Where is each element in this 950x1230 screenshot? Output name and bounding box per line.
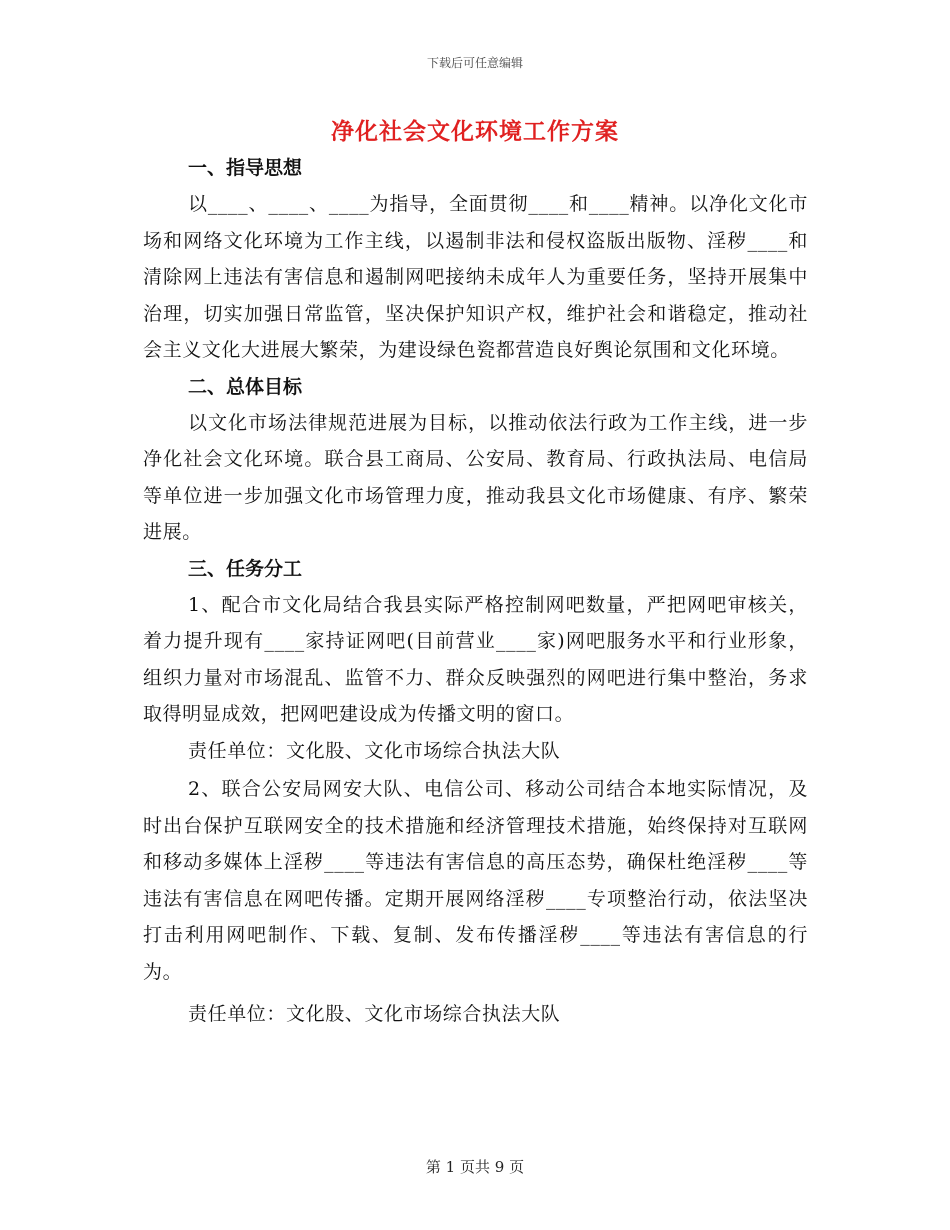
paragraph-task-2: 2、联合公安局网安大队、电信公司、移动公司结合本地实际情况，及时出台保护互联网安全的技术措施和经济管理技术措施，始终保持对互联网和移动多媒体上淫秽____等违法有害信息的高压态势，确保杜绝淫秽____等违法有害信息在网吧传播。定期开展网络淫秽____专项整治行动，依法坚决打击利用网吧制作、下载、复制、发布传播淫秽____等违法有害信息的行为。 (143, 778, 808, 983)
section-heading-guiding-ideology: 一、指导思想 (188, 157, 303, 179)
document-body (143, 150, 808, 1033)
section-heading-task-division: 三、任务分工 (188, 557, 303, 580)
responsibility-unit-1: 责任单位：文化股、文化市场综合执法大队 (188, 739, 561, 762)
page-header: 下载后可任意编辑 (426, 56, 523, 70)
paragraph-overall-goal: 以文化市场法律规范进展为目标，以推动依法行政为工作主线，进一步净化社会文化环境。联合县工商局、公安局、教育局、行政执法局、电信局等单位进一步加强文化市场管理力度，推动我县文化市场健康、有序、繁荣进展。 (143, 411, 808, 543)
document-title: 净化社会文化环境工作方案 (331, 118, 619, 145)
paragraph-guiding-ideology: 以____、____、____为指导，全面贯彻____和____精神。以净化文化市场和网络文化环境为工作主线，以遏制非法和侵权盗版出版物、淫秽____和清除网上违法有害信息和遏制网吧接纳未成年人为重要任务，坚持开展集中治理，切实加强日常监管，坚决保护知识产权，维护社会和谐稳定，推动社会主义文化大进展大繁荣，为建设绿色瓷都营造良好舆论氛围和文化环境。 (143, 193, 808, 361)
responsibility-unit-2: 责任单位：文化股、文化市场综合执法大队 (188, 1003, 561, 1025)
paragraph-task-1: 1、配合市文化局结合我县实际严格控制网吧数量，严把网吧审核关，着力提升现有____家持证网吧(目前营业____家)网吧服务水平和行业形象，组织力量对市场混乱、监管不力、群众反映强烈的网吧进行集中整治，务求取得明显成效，把网吧建设成为传播文明的窗口。 (143, 593, 808, 725)
page-footer: 第 1 页共 9 页 (425, 1158, 525, 1176)
section-heading-overall-goal: 二、总体目标 (188, 375, 303, 398)
